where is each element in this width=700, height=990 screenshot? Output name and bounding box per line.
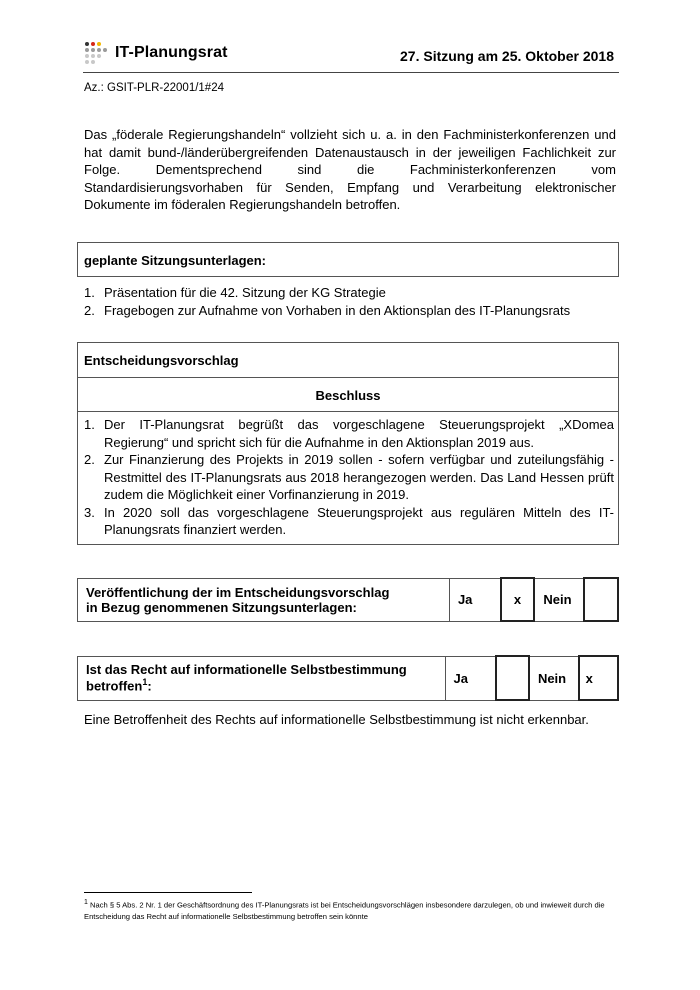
- list-item: 2. Zur Finanzierung des Projekts in 2019 sollen - sofern verfügbar und zuteilungsfähig - Restmittel des IT-Planungsrats aus 2018 herangezogen werden. Das Land Hessen prüft zudem die Möglichkeit einer Vorfinanzierung in 2019.: [84, 452, 614, 502]
- documents-title: geplante Sitzungsunterlagen:: [84, 253, 267, 268]
- logo-dot: [103, 48, 107, 52]
- decision-box: [77, 342, 619, 545]
- logo-text: IT-Planungsrat: [115, 44, 228, 61]
- footnote-rule: [84, 892, 252, 893]
- footnote: [84, 897, 614, 922]
- decision-subtitle: Beschluss: [315, 388, 381, 403]
- no-label: Nein: [529, 656, 579, 700]
- logo-dot: [85, 60, 89, 64]
- list-item: 2. Fragebogen zur Aufnahme von Vorhaben in den Aktionsplan des IT-Planungsrats: [84, 302, 571, 318]
- logo-dot: [85, 54, 89, 58]
- logo-dot: [97, 42, 101, 46]
- documents-list: [84, 284, 614, 319]
- intro-paragraph: Das „föderale Regierungshandeln“ vollzieht sich u. a. in den Fachministerkonferenzen und hat damit bund-/länderübergreifenden Datenaustausch in der jeweiligen Fachlichkeit zur Folge. Dementsprechend sind die Fachministerkonferenzen vom Standardisierungsvorhaben für Senden, Empfang und Verarbeitung elektronischer Dokumente im föderalen Regierungshandeln betroffen.: [84, 127, 616, 212]
- no-checkbox[interactable]: [584, 578, 618, 621]
- header-rule: [83, 72, 619, 73]
- decision-list: [84, 416, 614, 539]
- privacy-table: [77, 655, 619, 701]
- yes-label: Ja: [445, 656, 496, 700]
- logo-dot: [97, 48, 101, 52]
- decision-divider: [78, 377, 618, 378]
- list-item: 3. In 2020 soll das vorgeschlagene Steuerungsprojekt aus regulären Mitteln des IT-Planungsrats finanziert werden.: [84, 504, 614, 537]
- publication-table: [77, 577, 619, 622]
- decision-title: Entscheidungsvorschlag: [84, 353, 239, 368]
- logo-dot: [91, 60, 95, 64]
- session-title: 27. Sitzung am 25. Oktober 2018: [400, 48, 614, 64]
- privacy-note: Eine Betroffenheit des Rechts auf informationelle Selbstbestimmung ist nicht erkennbar.: [84, 712, 589, 727]
- logo-dot: [91, 42, 95, 46]
- footnote-number: 1: [84, 899, 88, 906]
- no-label: Nein: [534, 578, 584, 621]
- privacy-question: Ist das Recht auf informationelle Selbstbestimmung betroffen$^1$:: [78, 656, 446, 700]
- logo-dot: [85, 48, 89, 52]
- yes-checkbox[interactable]: [496, 656, 529, 700]
- logo-dot: [91, 48, 95, 52]
- yes-label: Ja: [449, 578, 500, 621]
- logo-dots: [85, 42, 107, 64]
- publication-question: Veröffentlichung der im Entscheidungsvorschlag in Bezug genommenen Sitzungsunterlagen:: [78, 578, 450, 621]
- logo-dot: [91, 54, 95, 58]
- footnote-ref: 1: [142, 677, 148, 688]
- list-item: 1. Präsentation für die 42. Sitzung der KG Strategie: [84, 285, 386, 300]
- logo-dot: [97, 54, 101, 58]
- yes-checkbox[interactable]: x: [501, 578, 535, 621]
- list-item: 1. Der IT-Planungsrat begrüßt das vorgeschlagene Steuerungsprojekt „XDomea Regierung“ und spricht sich für die Aufnahme in den Aktionsplan 2019 aus.: [84, 417, 614, 450]
- reference-number: Az.: GSIT-PLR-22001/1#24: [84, 82, 224, 94]
- logo-dot: [85, 42, 89, 46]
- footnote-text: Nach § 5 Abs. 2 Nr. 1 der Geschäftsordnung des IT-Planungsrats ist bei Entscheidungsvorschlägen insbesondere darzulegen, ob und inwieweit durch die Entscheidung das Recht auf informationelle Selbstbestimmung betroffen sein könnte: [84, 900, 605, 921]
- no-checkbox[interactable]: x: [579, 656, 618, 700]
- documents-box: [77, 242, 619, 277]
- decision-divider: [78, 411, 618, 412]
